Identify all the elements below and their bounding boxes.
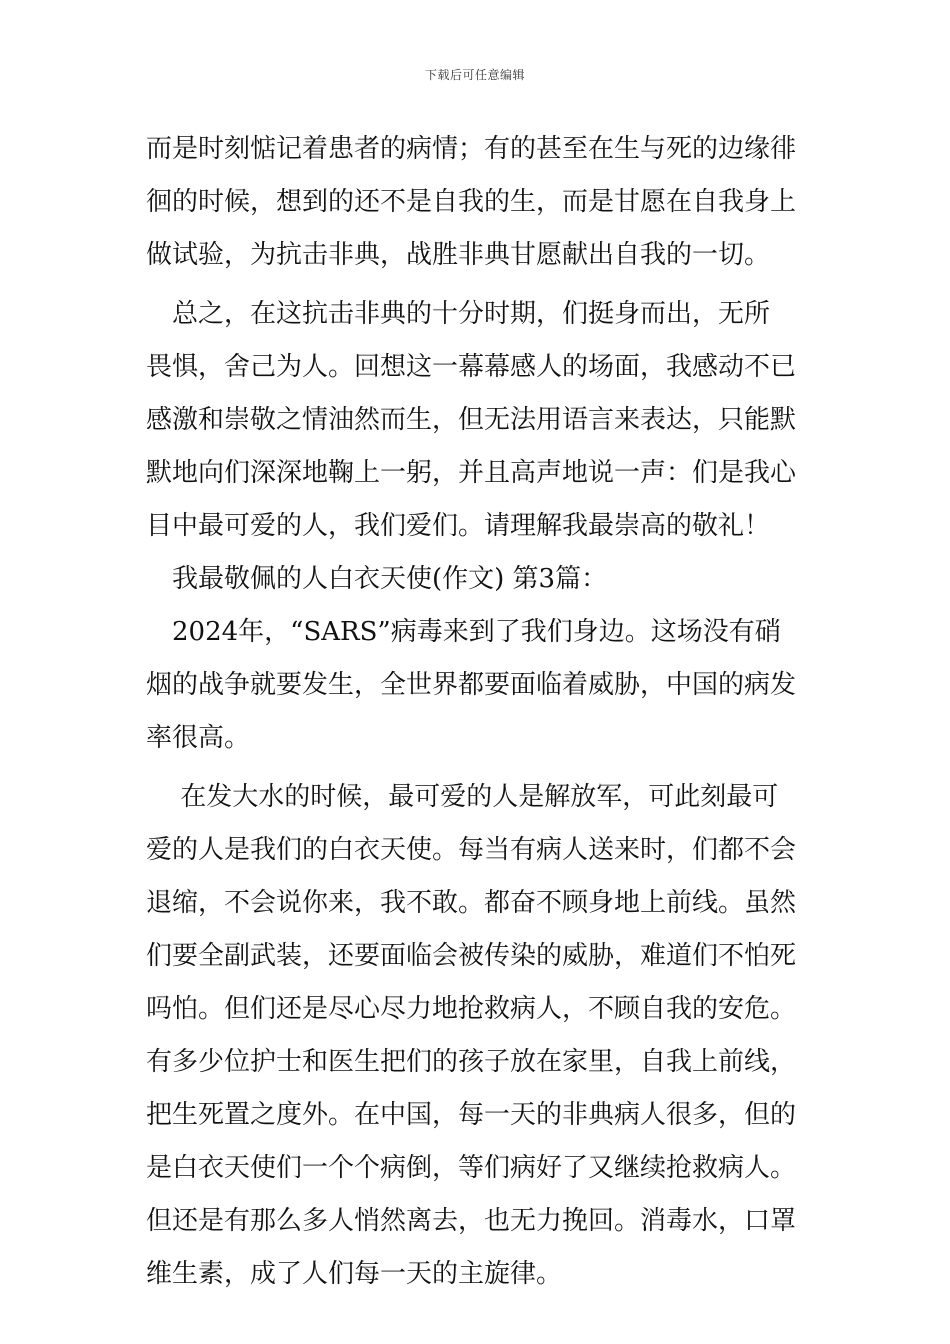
paragraph-start-line: 2024年，“SARS”病毒来到了我们身边。这场没有硝	[146, 617, 781, 647]
text-line: 感激和崇敬之情油然而生，但无法用语言来表达，只能默	[146, 405, 797, 435]
paragraph-start-line: 在发大水的时候，最可爱的人是解放军，可此刻最可	[146, 782, 779, 812]
text-line: 默地向们深深地鞠上一躬，并且高声地说一声：们是我心	[146, 458, 797, 488]
paragraph-start-line: 总之，在这抗击非典的十分时期，们挺身而出，无所	[146, 299, 771, 329]
text-line: 而是时刻惦记着患者的病情；有的甚至在生与死的边缘徘	[146, 134, 797, 164]
text-line: 是白衣天使们一个个病倒，等们病好了又继续抢救病人。	[146, 1153, 797, 1183]
text-line: 做试验，为抗击非典，战胜非典甘愿献出自我的一切。	[146, 240, 771, 270]
text-line: 徊的时候，想到的还不是自我的生，而是甘愿在自我身上	[146, 187, 797, 217]
text-line: 率很高。	[146, 723, 251, 753]
text-line: 畏惧，舍己为人。回想这一幕幕感人的场面，我感动不已	[146, 352, 797, 382]
document-body	[146, 123, 808, 1301]
text-line: 吗怕。但们还是尽心尽力地抢救病人，不顾自我的安危。	[146, 994, 797, 1024]
text-line: 烟的战争就要发生，全世界都要面临着威胁，中国的病发	[146, 670, 797, 700]
text-line: 们要全副武装，还要面临会被传染的威胁，难道们不怕死	[146, 941, 797, 971]
text-line: 爱的人是我们的白衣天使。每当有病人送来时，们都不会	[146, 835, 797, 865]
text-line: 维生素，成了人们每一天的主旋律。	[146, 1259, 563, 1289]
section-heading-line: 我最敬佩的人白衣天使(作文) 第3篇：	[146, 564, 608, 594]
text-line: 退缩，不会说你来，我不敢。都奋不顾身地上前线。虽然	[146, 888, 797, 918]
text-line: 把生死置之度外。在中国，每一天的非典病人很多，但的	[146, 1100, 797, 1130]
text-line: 但还是有那么多人悄然离去，也无力挽回。消毒水，口罩	[146, 1206, 797, 1236]
text-line: 目中最可爱的人，我们爱们。请理解我最崇高的敬礼！	[146, 511, 771, 541]
page-header: 下载后可任意编辑	[424, 68, 525, 82]
text-line: 有多少位护士和医生把们的孩子放在家里，自我上前线，	[146, 1047, 797, 1077]
